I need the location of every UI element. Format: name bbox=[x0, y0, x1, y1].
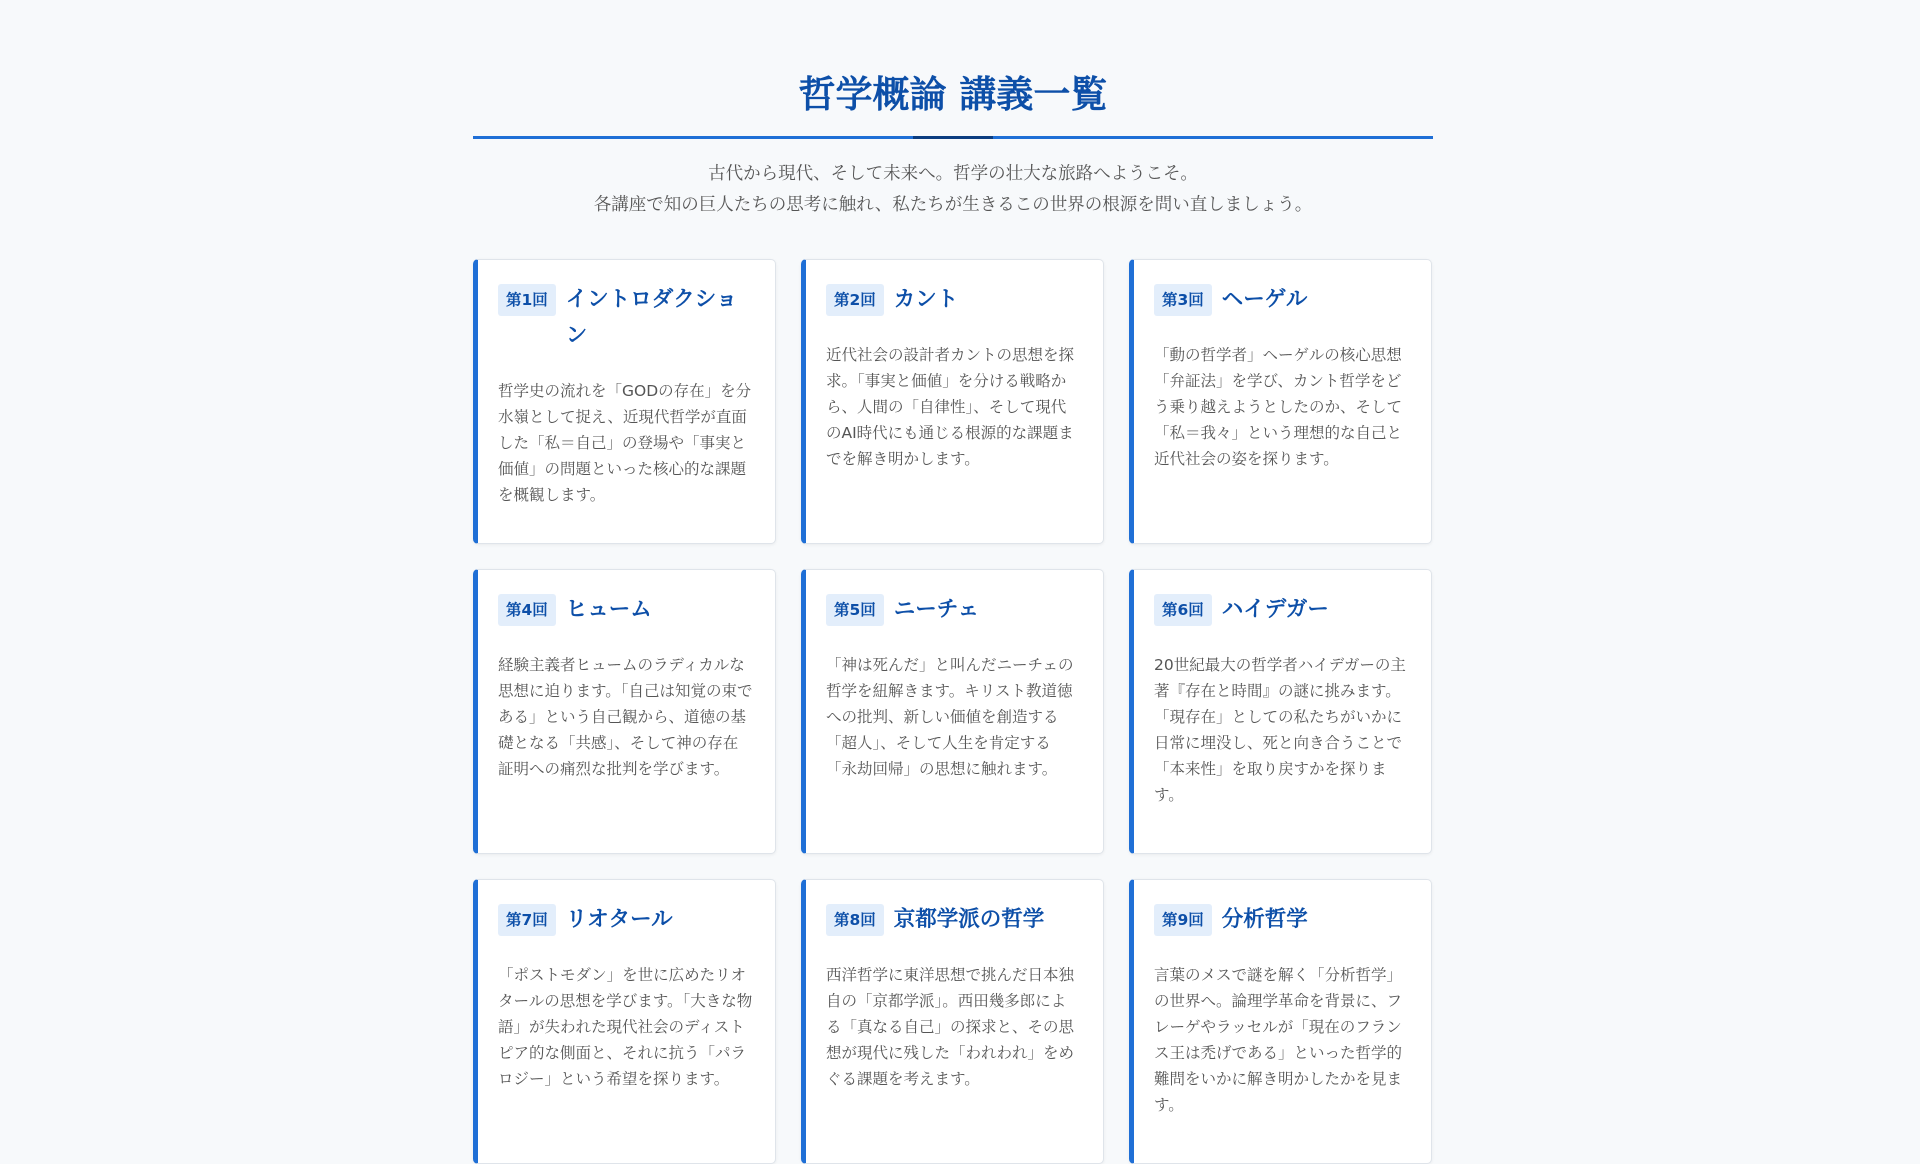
lecture-card[interactable] bbox=[473, 259, 776, 544]
lecture-description: 「神は死んだ」と叫んだニーチェの哲学を紐解きます。キリスト教道徳への批判、新しい価値を創造する「超人」、そして人生を肯定する「永劫回帰」の思想に触れます。 bbox=[826, 656, 1074, 778]
lecture-card[interactable] bbox=[1129, 879, 1432, 1164]
lecture-number-badge: 第8回 bbox=[826, 904, 884, 936]
lecture-title: ハイデガー bbox=[1221, 597, 1329, 622]
lecture-description: 哲学史の流れを「GODの存在」を分水嶺として捉え、近現代哲学が直面した「私＝自己」の登場や「事実と価値」の問題といった核心的な課題を概観します。 bbox=[498, 382, 752, 504]
lecture-title: 分析哲学 bbox=[1221, 907, 1308, 932]
lecture-grid bbox=[473, 259, 1433, 1164]
intro-line-2: 各講座で知の巨人たちの思考に触れ、私たちが生きるこの世界の根源を問い直しましょう。 bbox=[593, 195, 1313, 215]
lecture-number-badge: 第6回 bbox=[1154, 594, 1212, 626]
lecture-number-badge: 第1回 bbox=[498, 284, 556, 316]
lecture-card[interactable] bbox=[1129, 259, 1432, 544]
lecture-card-header bbox=[498, 284, 753, 354]
lecture-title: イントロダクション bbox=[565, 287, 738, 348]
lecture-title: ニーチェ bbox=[893, 597, 980, 622]
lecture-card-header bbox=[826, 594, 1081, 628]
lecture-description: 20世紀最大の哲学者ハイデガーの主著『存在と時間』の謎に挑みます。「現存在」としての私たちがいかに日常に埋没し、死と向き合うことで「本来性」を取り戻すかを探ります。 bbox=[1154, 656, 1406, 804]
lecture-title: ヒューム bbox=[565, 597, 652, 622]
lecture-card-header bbox=[826, 284, 1081, 318]
lecture-card-header bbox=[1154, 594, 1409, 628]
title-divider-accent bbox=[913, 136, 993, 139]
lecture-card[interactable] bbox=[473, 569, 776, 854]
lecture-number-badge: 第4回 bbox=[498, 594, 556, 626]
lecture-number-badge: 第2回 bbox=[826, 284, 884, 316]
lecture-number-badge: 第3回 bbox=[1154, 284, 1212, 316]
lecture-card[interactable] bbox=[801, 569, 1104, 854]
lecture-card-header bbox=[826, 904, 1081, 938]
lecture-title: カント bbox=[893, 287, 959, 312]
lecture-card-header bbox=[498, 594, 753, 628]
lecture-description: 近代社会の設計者カントの思想を探求。「事実と価値」を分ける戦略から、人間の「自律性」、そして現代のAI時代にも通じる根源的な課題までを解き明かします。 bbox=[826, 346, 1075, 468]
lecture-card[interactable] bbox=[801, 259, 1104, 544]
lecture-number-badge: 第9回 bbox=[1154, 904, 1212, 936]
lecture-card-header bbox=[1154, 904, 1409, 938]
lecture-number-badge: 第7回 bbox=[498, 904, 556, 936]
intro-line-1: 古代から現代、そして未来へ。哲学の壮大な旅路へようこそ。 bbox=[708, 164, 1198, 184]
page-title: 哲学概論 講義一覧 bbox=[798, 73, 1108, 116]
lecture-card[interactable] bbox=[473, 879, 776, 1164]
lecture-title: 京都学派の哲学 bbox=[893, 907, 1045, 932]
lecture-description: 「動の哲学者」ヘーゲルの核心思想「弁証法」を学び、カント哲学をどう乗り越えようとしたのか、そして「私＝我々」という理想的な自己と近代社会の姿を探ります。 bbox=[1154, 346, 1403, 468]
intro-text bbox=[473, 159, 1433, 221]
lecture-card[interactable] bbox=[801, 879, 1104, 1164]
lecture-card[interactable] bbox=[1129, 569, 1432, 854]
lecture-description: 西洋哲学に東洋思想で挑んだ日本独自の「京都学派」。西田幾多郎による「真なる自己」の探求と、その思想が現代に残した「われわれ」をめぐる課題を考えます。 bbox=[826, 966, 1075, 1088]
lecture-title: ヘーゲル bbox=[1221, 287, 1308, 312]
lecture-card-header bbox=[1154, 284, 1409, 318]
lecture-number-badge: 第5回 bbox=[826, 594, 884, 626]
lecture-title: リオタール bbox=[565, 907, 673, 932]
lecture-description: 経験主義者ヒュームのラディカルな思想に迫ります。「自己は知覚の束である」という自己観から、道徳の基礎となる「共感」、そして神の存在証明への痛烈な批判を学びます。 bbox=[498, 656, 753, 778]
title-divider bbox=[473, 136, 1433, 139]
lecture-card-header bbox=[498, 904, 753, 938]
page-container bbox=[473, 0, 1433, 1164]
lecture-description: 「ポストモダン」を世に広めたリオタールの思想を学びます。「大きな物語」が失われた現代社会のディストピア的な側面と、それに抗う「パラロジー」という希望を探ります。 bbox=[498, 966, 753, 1088]
lecture-description: 言葉のメスで謎を解く「分析哲学」の世界へ。論理学革命を背景に、フレーゲやラッセルが「現在のフランス王は禿げである」といった哲学的難問をいかに解き明かしたかを見ます。 bbox=[1154, 966, 1403, 1114]
